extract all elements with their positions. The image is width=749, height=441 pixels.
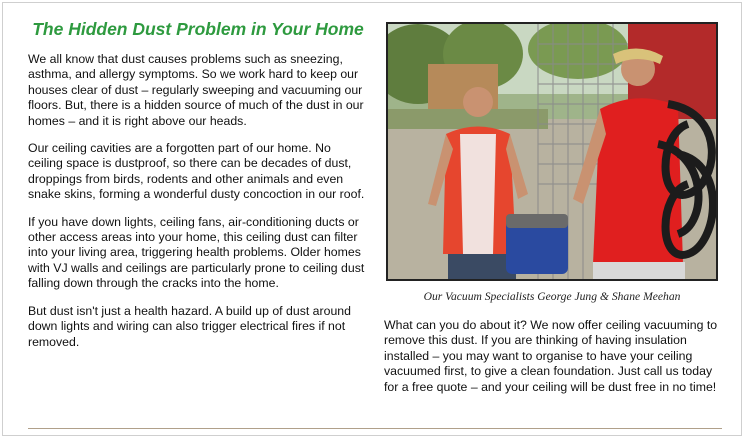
offer-paragraph: What can you do about it? We now offer ceiling vacuuming to remove this dust. If you are thinking of having insulation installed – you may want to organise to have your ceiling vacuumed first, to give a clean foundation. Just call us today for a free quote – and your ceiling will be dust free in no time! (384, 318, 718, 394)
bottom-divider (28, 428, 722, 429)
article-paragraph-4: But dust isn't just a health hazard. A build up of dust around down lights and wiring can also trigger electrical fires if not removed. (28, 303, 351, 349)
article-paragraph-3: If you have down lights, ceiling fans, air-conditioning ducts or other access areas into your home, this ceiling dust can filter into your living area, triggering health problems. Older homes with VJ walls and ceilings are particularly prone to ceiling dust falling down through the cracks into the home. (28, 214, 365, 291)
article-paragraph-1: We all know that dust causes problems such as sneezing, asthma, and allergy symptoms. So we work hard to keep our houses clear of dust – regularly sweeping and vacuuming our floors. But, there is a hidden source of much of the dust in our homes – and it is right above our heads. (28, 52, 364, 128)
article-column-left (28, 18, 368, 362)
photo-caption: Our Vacuum Specialists George Jung & Shane Meehan (423, 290, 681, 303)
article-title: The Hidden Dust Problem in Your Home (32, 19, 364, 39)
article-paragraph-2: Our ceiling cavities are a forgotten part of our home. No ceiling space is dustproof, so there can be decades of dust, droppings from birds, rodents and other animals and even snake skins, forming a wonderful dusty concoction in our roof. (28, 141, 365, 202)
specialists-photo (386, 22, 718, 281)
